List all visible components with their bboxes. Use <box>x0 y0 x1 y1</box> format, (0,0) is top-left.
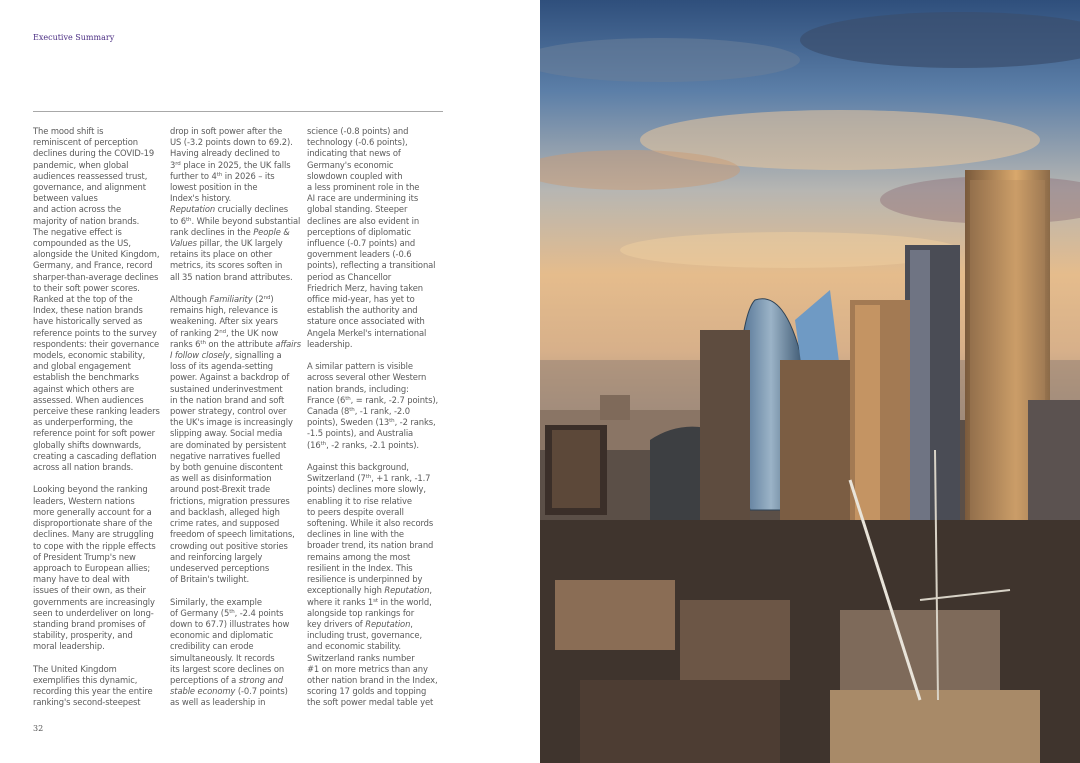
text-line: technology (-0.6 points), <box>307 137 408 148</box>
text-line: around post-Brexit trade <box>170 484 271 495</box>
text-line: recording this year the entire <box>33 686 153 697</box>
text-line: to their soft power scores. <box>33 282 140 293</box>
text-line: stable economy (-0.7 points) <box>170 686 288 697</box>
text-line: governance, and alignment <box>33 182 146 193</box>
text-line: influence (-0.7 points) and <box>307 238 416 249</box>
text-line: the UK's image is increasingly <box>170 417 293 428</box>
text-line: establish the benchmarks <box>33 372 139 383</box>
text-line: Looking beyond the ranking <box>33 484 148 495</box>
text-line: remains among the most <box>307 551 411 562</box>
text-line: US (-3.2 points down to 69.2). <box>170 137 293 148</box>
text-line: reference points to the survey <box>33 327 157 338</box>
text-line: models, economic stability, <box>33 350 146 361</box>
text-line: points), reflecting a transitional <box>307 260 436 271</box>
text-line: power strategy, control over <box>170 406 287 417</box>
text-line: sustained underinvestment <box>170 383 283 394</box>
text-line: to cope with the ripple effects <box>33 540 156 551</box>
text-line: Similarly, the example <box>170 596 262 607</box>
text-line: audiences reassessed trust, <box>33 170 148 181</box>
text-line: respondents: their governance <box>33 338 160 349</box>
paragraph-gap <box>307 451 437 462</box>
text-line: Ranked at the top of the <box>33 294 133 305</box>
text-line: slowdown coupled with <box>307 170 403 181</box>
text-line: undeserved perceptions <box>170 562 270 573</box>
text-line: leadership. <box>307 338 353 349</box>
text-line: the soft power medal table yet <box>307 697 434 708</box>
text-line: power. Against a backdrop of <box>170 372 290 383</box>
text-line: enabling it to rise relative <box>307 495 412 506</box>
text-line: perceptions of diplomatic <box>307 226 412 237</box>
text-line: have historically served as <box>33 316 143 327</box>
text-column-2 <box>170 126 300 709</box>
text-line: Against this background, <box>307 462 409 473</box>
text-line: pandemic, when global <box>33 159 129 170</box>
text-line: disproportionate share of the <box>33 518 153 529</box>
text-line: retains its place on other <box>170 249 273 260</box>
text-line: its largest score declines on <box>170 663 285 674</box>
text-line: Reputation crucially declines <box>170 204 289 215</box>
text-line: alongside top rankings for <box>307 607 415 618</box>
text-line: reference point for soft power <box>33 428 155 439</box>
text-line: stature once associated with <box>307 316 425 327</box>
text-line: and action across the <box>33 204 122 215</box>
text-line: remains high, relevance is <box>170 305 278 316</box>
text-column-1 <box>33 126 161 709</box>
text-line: Germany's economic <box>307 159 394 170</box>
text-line: freedom of speech limitations, <box>170 529 295 540</box>
text-line: where it ranks 1st in the world, <box>307 596 432 607</box>
text-line: government leaders (-0.6 <box>307 249 412 260</box>
text-line: lowest position in the <box>170 182 258 193</box>
page-number: 32 <box>33 724 44 733</box>
text-line: and reinforcing largely <box>170 551 263 562</box>
text-line: as well as disinformation <box>170 473 272 484</box>
text-line: Although Familiarity (2nd) <box>170 294 274 305</box>
text-line: alongside the United Kingdom, <box>33 249 160 260</box>
text-line: and economic stability. <box>307 641 401 652</box>
text-line: declines. Many are struggling <box>33 529 154 540</box>
text-line: Switzerland ranks number <box>307 652 415 663</box>
text-line: many have to deal with <box>33 574 130 585</box>
text-line: economic and diplomatic <box>170 630 274 641</box>
text-line: between values <box>33 193 98 204</box>
paragraph-gap <box>170 585 300 596</box>
text-line: frictions, migration pressures <box>170 495 290 506</box>
text-column-3 <box>307 126 437 709</box>
text-line: credibility can erode <box>170 641 254 652</box>
text-line: AI race are undermining its <box>307 193 419 204</box>
text-line: as well as leadership in <box>170 697 266 708</box>
text-line: perceive these ranking leaders <box>33 406 160 417</box>
text-line: (16th, -2 ranks, -2.1 points). <box>307 439 419 450</box>
text-line: a less prominent role in the <box>307 182 420 193</box>
text-line: The mood shift is <box>33 126 104 136</box>
text-line: Canada (8th, -1 rank, -2.0 <box>307 406 410 417</box>
text-line: against which others are <box>33 383 135 394</box>
text-line: of ranking 2nd, the UK now <box>170 327 279 338</box>
text-line: I follow closely, signalling a <box>170 350 282 361</box>
text-line: and global engagement <box>33 361 131 372</box>
text-line: crime rates, and supposed <box>170 518 280 529</box>
text-line: points), Sweden (13th, -2 ranks, <box>307 417 436 428</box>
text-line: rank declines in the People & <box>170 226 290 237</box>
text-line: governments are increasingly <box>33 596 155 607</box>
divider-rule <box>33 111 443 112</box>
text-line: points) declines more slowly, <box>307 484 426 495</box>
text-line: Index's history. <box>170 193 232 204</box>
text-line: establish the authority and <box>307 305 418 316</box>
paragraph-gap <box>170 283 300 294</box>
text-line: -1.5 points), and Australia <box>307 428 414 439</box>
text-line: standing brand promises of <box>33 618 146 629</box>
text-line: global standing. Steeper <box>307 204 408 215</box>
text-line: to 6th. While beyond substantial <box>170 215 301 226</box>
text-line: exemplifies this dynamic, <box>33 674 138 685</box>
text-line: slipping away. Social media <box>170 428 283 439</box>
text-line: softening. While it also records <box>307 518 434 529</box>
text-line: majority of nation brands. <box>33 215 140 226</box>
paragraph-gap <box>33 653 161 664</box>
text-line: drop in soft power after the <box>170 126 283 136</box>
text-line: crowding out positive stories <box>170 540 288 551</box>
text-line: negative narratives fuelled <box>170 450 281 461</box>
text-line: Angela Merkel's international <box>307 327 427 338</box>
text-line: of Britain's twilight. <box>170 574 250 585</box>
text-line: The United Kingdom <box>33 663 117 674</box>
text-line: globally shifts downwards, <box>33 439 142 450</box>
text-line: weakening. After six years <box>170 316 278 327</box>
text-line: ranking's second-steepest <box>33 697 141 708</box>
text-line: of Germany (5th, -2.4 points <box>170 607 284 618</box>
text-line: more generally account for a <box>33 506 152 517</box>
text-line: declines during the COVID-19 <box>33 148 155 159</box>
text-line: creating a cascading deflation <box>33 450 157 461</box>
paragraph-gap <box>33 473 161 484</box>
text-line: further to 4th in 2026 – its <box>170 170 275 181</box>
text-line: as underperforming, the <box>33 417 133 428</box>
text-line: 3rd place in 2025, the UK falls <box>170 159 291 170</box>
text-line: all 35 nation brand attributes. <box>170 271 293 282</box>
text-line: simultaneously. It records <box>170 652 275 663</box>
text-line: Index, these nation brands <box>33 305 143 316</box>
text-line: sharper-than-average declines <box>33 271 159 282</box>
text-line: declines are also evident in <box>307 215 420 226</box>
text-line: perceptions of a strong and <box>170 674 283 685</box>
text-line: of President Trump's new <box>33 551 136 562</box>
text-line: The negative effect is <box>33 226 122 237</box>
text-line: broader trend, its nation brand <box>307 540 434 551</box>
text-line: Switzerland (7th, +1 rank, -1.7 <box>307 473 431 484</box>
text-line: science (-0.8 points) and <box>307 126 409 136</box>
text-line: across several other Western <box>307 372 427 383</box>
text-line: indicating that news of <box>307 148 401 159</box>
text-line: #1 on more metrics than any <box>307 663 428 674</box>
text-line: approach to European allies; <box>33 562 151 573</box>
text-line: assessed. When audiences <box>33 394 144 405</box>
paragraph-gap <box>307 350 437 361</box>
text-line: loss of its agenda-setting <box>170 361 274 372</box>
text-line: metrics, its scores soften in <box>170 260 283 271</box>
text-line: to peers despite overall <box>307 506 404 517</box>
text-line: Values pillar, the UK largely <box>170 238 283 249</box>
text-line: Having already declined to <box>170 148 280 159</box>
text-line: scoring 17 golds and topping <box>307 686 427 697</box>
text-line: declines in line with the <box>307 529 404 540</box>
section-header: Executive Summary <box>33 33 115 42</box>
text-line: Germany, and France, record <box>33 260 153 271</box>
text-line: leaders, Western nations <box>33 495 135 506</box>
text-line: seen to underdeliver on long- <box>33 607 154 618</box>
text-line: in the nation brand and soft <box>170 394 285 405</box>
text-line: Friedrich Merz, having taken <box>307 282 423 293</box>
text-line: other nation brand in the Index, <box>307 674 438 685</box>
text-line: stability, prosperity, and <box>33 630 133 641</box>
text-line: resilience is underpinned by <box>307 574 423 585</box>
text-line: by both genuine discontent <box>170 462 283 473</box>
text-line: resilient in the Index. This <box>307 562 413 573</box>
text-line: ranks 6th on the attribute affairs <box>170 338 302 349</box>
text-line: exceptionally high Reputation, <box>307 585 432 596</box>
text-line: moral leadership. <box>33 641 105 652</box>
city-skyline-photo <box>540 0 1080 763</box>
text-line: compounded as the US, <box>33 238 131 249</box>
text-line: including trust, governance, <box>307 630 423 641</box>
skyline-illustration <box>540 0 1080 763</box>
text-line: nation brands, including: <box>307 383 409 394</box>
text-line: key drivers of Reputation, <box>307 618 413 629</box>
text-line: and backlash, alleged high <box>170 506 280 517</box>
text-line: issues of their own, as their <box>33 585 146 596</box>
text-line: are dominated by persistent <box>170 439 287 450</box>
text-line: period as Chancellor <box>307 271 392 282</box>
text-line: down to 67.7) illustrates how <box>170 618 290 629</box>
text-line: reminiscent of perception <box>33 137 138 148</box>
text-line: across all nation brands. <box>33 462 134 473</box>
text-line: France (6th, = rank, -2.7 points), <box>307 394 439 405</box>
text-line: A similar pattern is visible <box>307 361 413 372</box>
text-line: office mid-year, has yet to <box>307 294 415 305</box>
